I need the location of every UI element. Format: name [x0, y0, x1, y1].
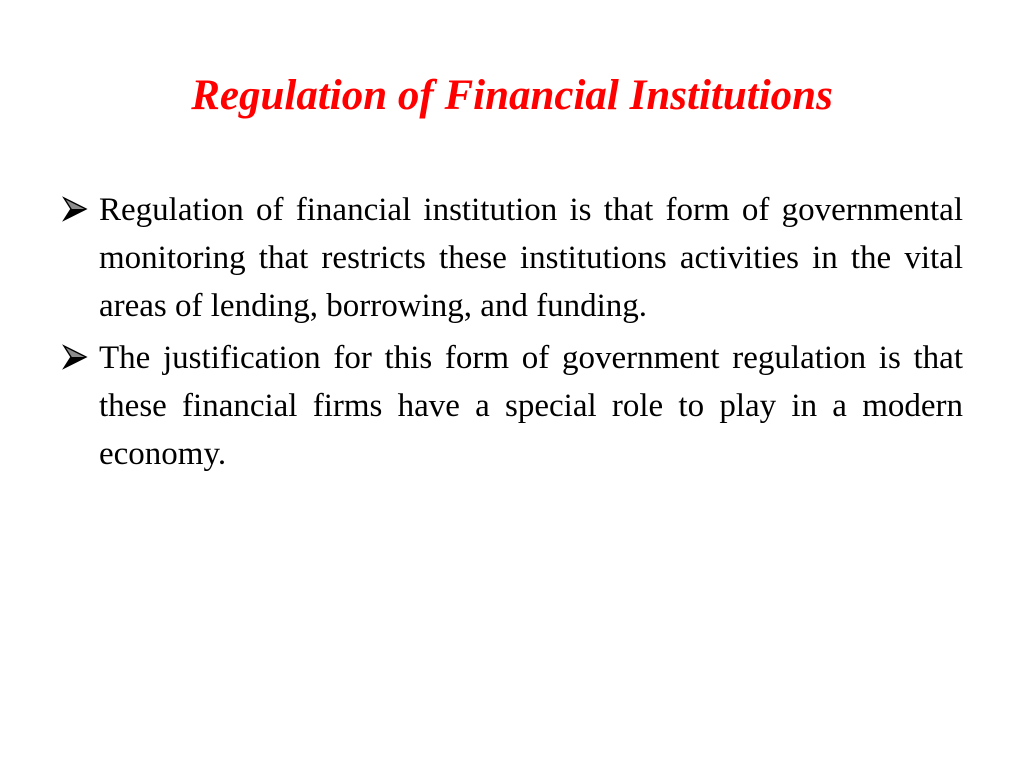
bullet-text: The justification for this form of government regulation is that these financial firms have a special role to play in a modern economy.: [99, 340, 963, 472]
bullet-text: Regulation of financial institution is that form of governmental monitoring that restricts these institutions activities in the vital areas of lending, borrowing, and funding.: [99, 192, 963, 324]
list-item: [62, 186, 963, 330]
arrowhead-bullet-icon: [62, 194, 88, 224]
arrowhead-bullet-icon: [62, 342, 88, 372]
list-item: [62, 334, 963, 478]
bullet-list: [62, 186, 963, 478]
slide-title: Regulation of Financial Institutions: [191, 72, 833, 119]
